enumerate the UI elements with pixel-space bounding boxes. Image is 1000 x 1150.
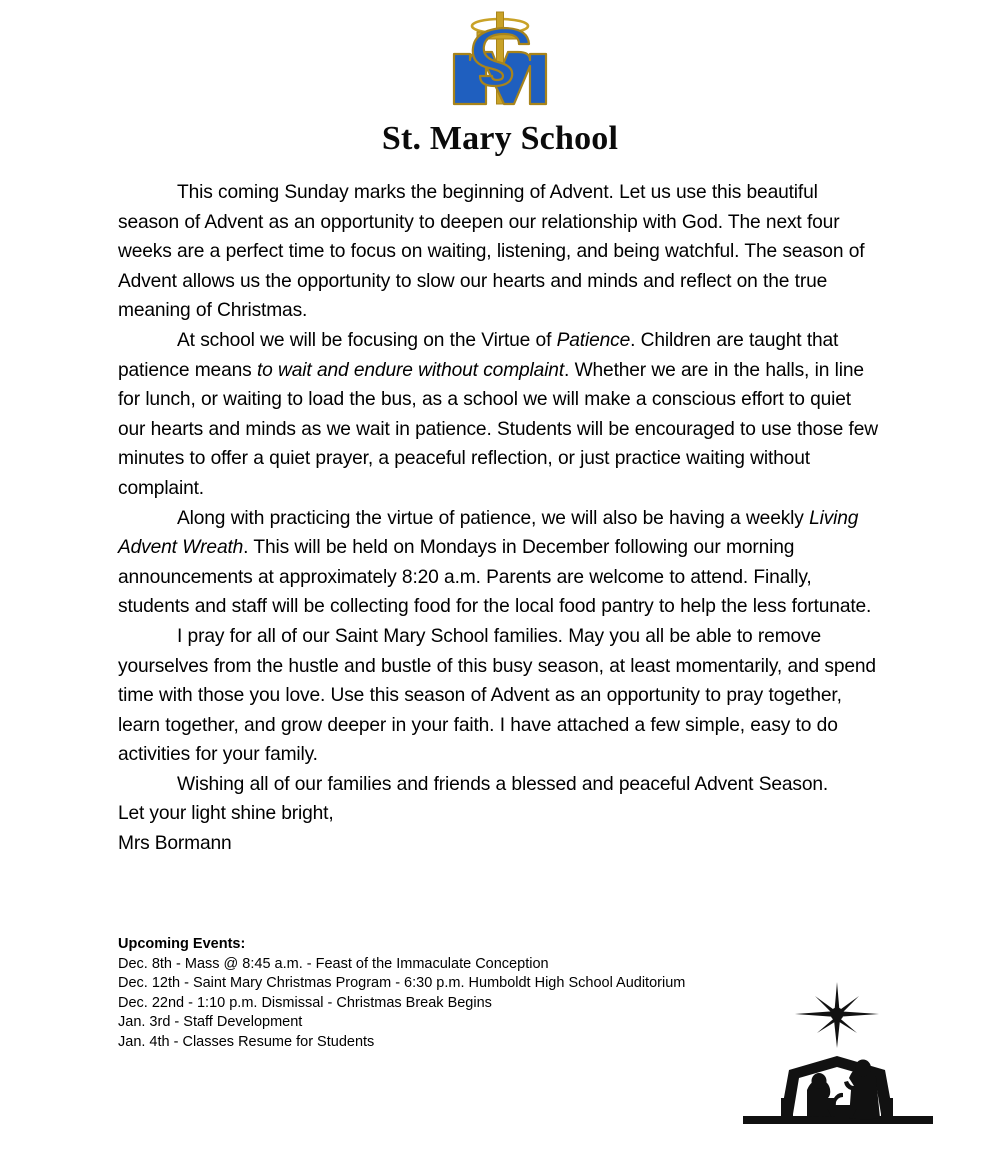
event-line: Dec. 8th - Mass @ 8:45 a.m. - Feast of the Immaculate Conception (118, 955, 549, 972)
emphasis-text: Patience (556, 329, 631, 351)
nativity-scene-icon (733, 978, 963, 1126)
event-line: Jan. 4th - Classes Resume for Students (118, 1033, 375, 1050)
paragraph-4 (118, 622, 880, 770)
upcoming-events-heading: Upcoming Events: (118, 936, 246, 952)
stable-silhouette (743, 1056, 933, 1124)
body-text: . Children are taught that patience means (118, 329, 839, 381)
body-text: Wishing all of our families and friends a blessed and peaceful Advent Season. (177, 773, 829, 795)
emphasis-text: to wait and endure without complaint (256, 359, 565, 381)
body-text: This coming Sunday marks the beginning of Advent. Let us use this beautiful season of Advent as an opportunity to deepen our relationship with God. The next four weeks are a perfect time to focus on waiting, listening, and being watchful. The season of Advent allows us the opportunity to slow our hearts and minds and reflect on the true meaning of Christmas. (118, 182, 865, 322)
page-title: St. Mary School (381, 120, 619, 157)
paragraph-1 (118, 178, 880, 326)
paragraph-3 (118, 504, 880, 622)
event-line: Dec. 12th - Saint Mary Christmas Program - 6:30 p.m. Humboldt High School Auditorium (118, 975, 686, 991)
document-header (0, 0, 1000, 156)
body-text: Along with practicing the virtue of patience, we will also be having a weekly (177, 507, 810, 529)
letter-body (118, 178, 880, 859)
event-line: Jan. 3rd - Staff Development (118, 1014, 303, 1030)
sm-monogram-cross-icon (440, 8, 560, 118)
upcoming-events-section (118, 935, 818, 1052)
body-text: . Whether we are in the halls, in line for lunch, or waiting to load the bus, as a school we will make a conscious effort to quiet our hearts and minds as we wait in patience. Students will be encouraged to use those few minutes to offer a quiet prayer, a peaceful reflection, or just practice waiting without complaint. (118, 359, 878, 499)
paragraph-5 (118, 770, 880, 800)
body-text: . This will be held on Mondays in December following our morning announcements at approximately 8:20 a.m. Parents are welcome to attend. Finally, students and staff will be collecting food for the local food pantry to help the less fortunate. (118, 537, 872, 618)
event-line: Dec. 22nd - 1:10 p.m. Dismissal - Christmas Break Begins (118, 994, 492, 1011)
upcoming-events-list (118, 955, 818, 1053)
star-burst-icon (795, 982, 879, 1048)
signature-line: Mrs Bormann (118, 833, 232, 855)
body-text: At school we will be focusing on the Virtue of (177, 329, 557, 351)
emphasis-text: Living Advent Wreath (118, 507, 859, 559)
body-text: I pray for all of our Saint Mary School families. May you all be able to remove yourselves from the hustle and bustle of this busy season, at least momentarily, and spend time with those you love. Use this season of Advent as an opportunity to pray together, learn together, and grow deeper in your faith. I have attached a few simple, easy to do activities for your family. (118, 625, 876, 766)
closing-line: Let your light shine bright, (118, 803, 334, 825)
paragraph-2 (118, 326, 880, 504)
